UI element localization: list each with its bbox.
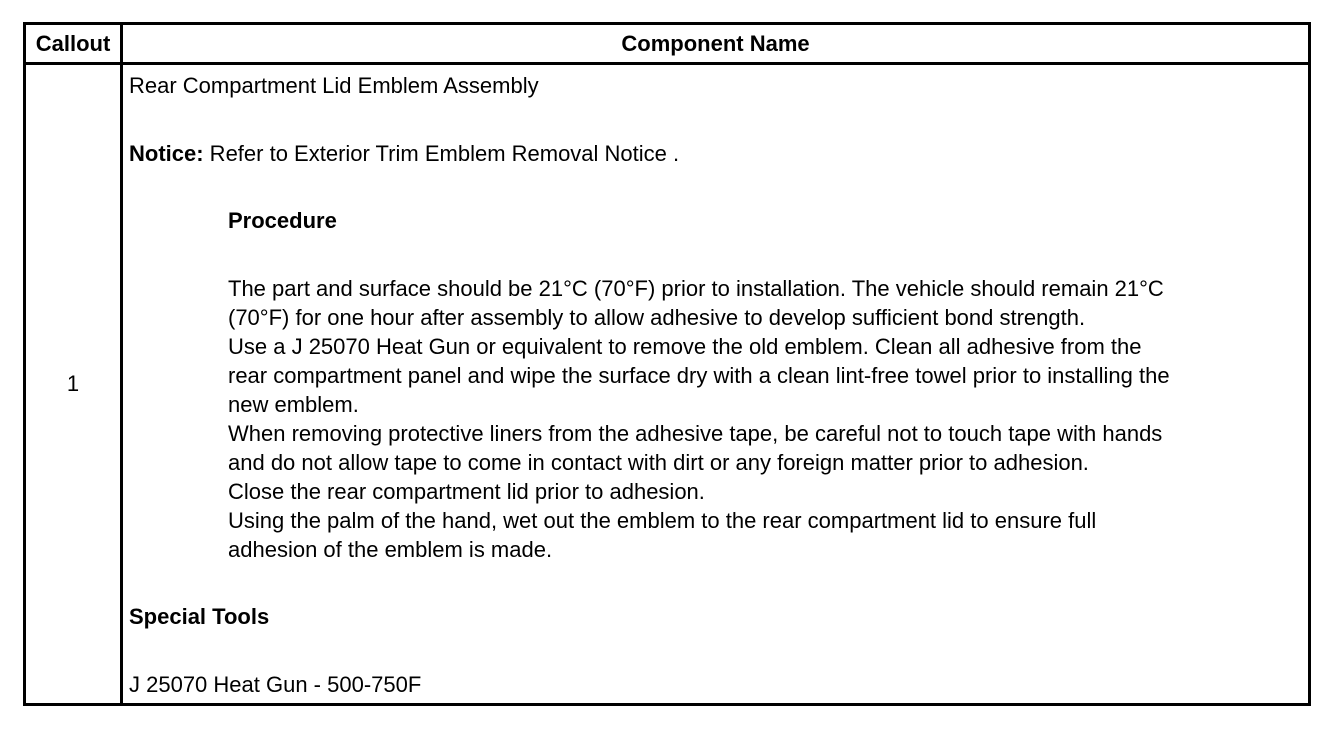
special-tools-heading: Special Tools <box>129 604 270 629</box>
special-tools-item: J 25070 Heat Gun - 500-750F <box>129 672 422 697</box>
header-component-name: Component Name <box>621 30 810 56</box>
procedure-line: adhesion of the emblem is made. <box>228 537 553 562</box>
procedure-line: and do not allow tape to come in contact with dirt or any foreign matter prior to adhesion. <box>228 450 1089 475</box>
procedure-heading: Procedure <box>228 208 337 233</box>
callout-number: 1 <box>66 371 80 396</box>
table-header-row <box>26 25 1308 65</box>
procedure-line: (70°F) for one hour after assembly to allow adhesive to develop sufficient bond strength. <box>228 305 1086 330</box>
procedure-line: When removing protective liners from the adhesive tape, be careful not to touch tape with hands <box>228 421 1163 446</box>
component-table <box>23 22 1311 706</box>
procedure-line: Close the rear compartment lid prior to adhesion. <box>228 479 705 504</box>
notice-label: Notice: <box>129 141 204 166</box>
procedure-line: Using the palm of the hand, wet out the emblem to the rear compartment lid to ensure full <box>228 508 1097 533</box>
procedure-line: The part and surface should be 21°C (70°F) prior to installation. The vehicle should remain 21°C <box>228 276 1164 301</box>
notice-line <box>129 139 679 168</box>
notice-text: Refer to Exterior Trim Emblem Removal Notice . <box>203 141 680 166</box>
header-callout: Callout <box>35 30 111 56</box>
component-description <box>123 65 1308 703</box>
procedure-line: new emblem. <box>228 392 359 417</box>
procedure-line: Use a J 25070 Heat Gun or equivalent to remove the old emblem. Clean all adhesive from the <box>228 334 1142 359</box>
component-title: Rear Compartment Lid Emblem Assembly <box>129 73 539 98</box>
procedure-line: rear compartment panel and wipe the surface dry with a clean lint-free towel prior to installing the <box>228 363 1170 388</box>
